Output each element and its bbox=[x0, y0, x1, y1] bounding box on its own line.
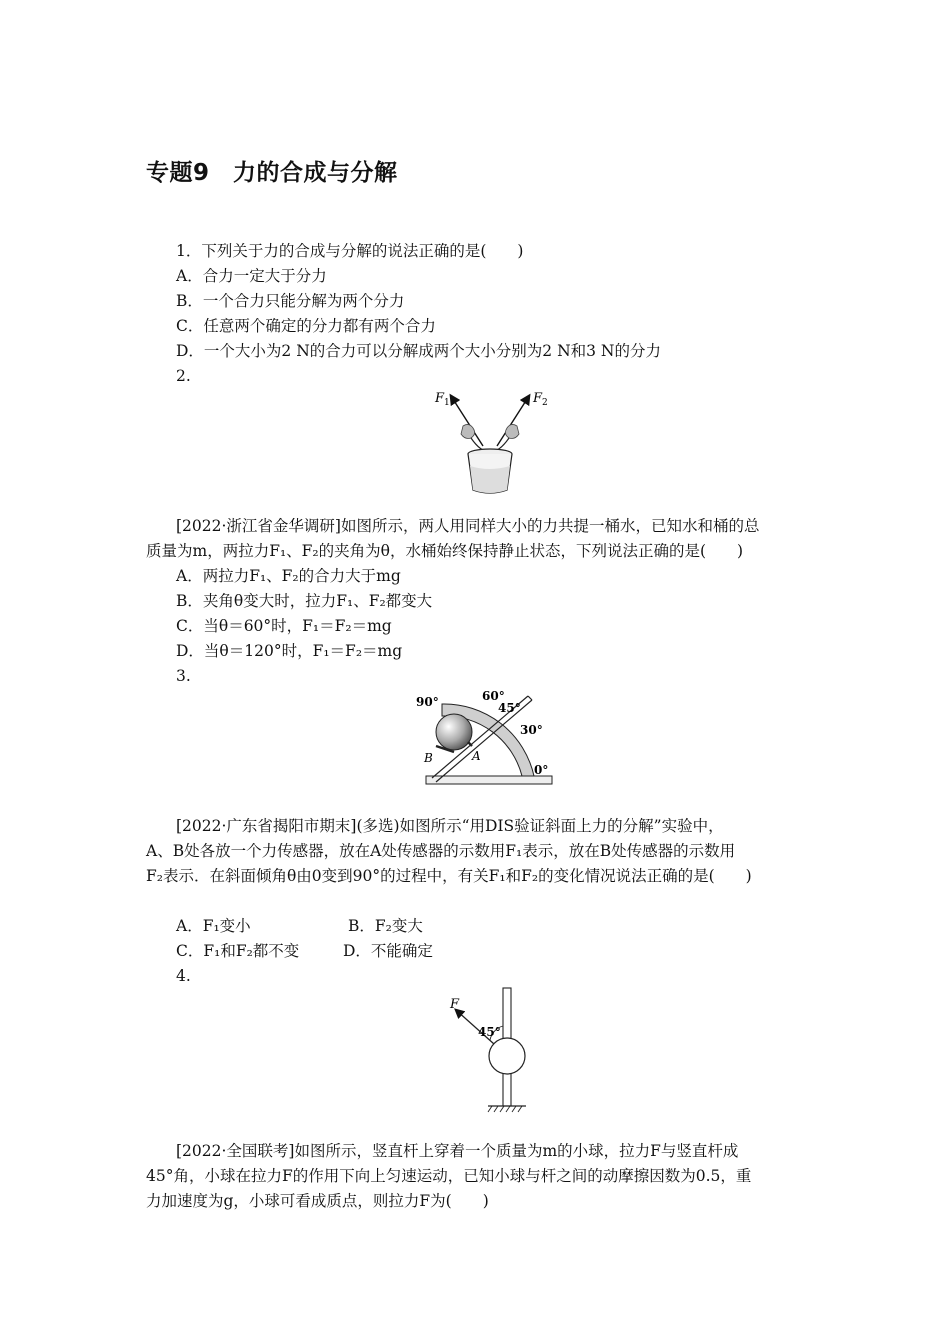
q3-stem-line-2: A、B处各放一个力传感器，放在A处传感器的示数用F₁表示，放在B处传感器的示数用 bbox=[146, 842, 736, 860]
q1-option-a: A．合力一定大于分力 bbox=[176, 267, 327, 285]
q2-option-c: C．当θ＝60°时，F₁＝F₂＝mg bbox=[176, 617, 392, 635]
q3-option-c: C．F₁和F₂都不变 bbox=[176, 942, 300, 960]
angle-0-label: 0° bbox=[534, 763, 549, 777]
rod-ball-figure bbox=[440, 984, 540, 1116]
q1-option-c: C．任意两个确定的分力都有两个合力 bbox=[176, 317, 436, 335]
angle-90-label: 90° bbox=[416, 695, 439, 709]
q4-number: 4. bbox=[176, 967, 191, 985]
ball bbox=[436, 714, 472, 750]
q3-option-a: A．F₁变小 bbox=[176, 917, 251, 935]
sensor-a bbox=[468, 742, 472, 746]
q1-option-b: B．一个合力只能分解为两个分力 bbox=[176, 292, 405, 310]
angle-30-label: 30° bbox=[520, 723, 543, 737]
q3-number: 3. bbox=[176, 667, 191, 685]
angle-45-label: 45° bbox=[498, 701, 521, 715]
q3-option-b: B．F₂变大 bbox=[348, 917, 423, 935]
incline-figure bbox=[414, 686, 554, 792]
q2-option-d: D．当θ＝120°时，F₁＝F₂＝mg bbox=[176, 642, 403, 660]
q4-stem-line-1: [2022·全国联考]如图所示，竖直杆上穿着一个质量为m的小球，拉力F与竖直杆成 bbox=[176, 1142, 739, 1160]
left-hand bbox=[461, 424, 475, 438]
bucket-figure bbox=[425, 386, 555, 498]
f1-label: $F_1$ bbox=[435, 391, 450, 408]
q4-stem-line-2: 45°角，小球在拉力F的作用下向上匀速运动，已知小球与杆之间的动摩擦因数为0.5，重 bbox=[146, 1167, 752, 1185]
q2-stem-line-2: 质量为m，两拉力F₁、F₂的夹角为θ，水桶始终保持静止状态，下列说法正确的是( ) bbox=[146, 542, 744, 560]
angle-60-label: 60° bbox=[482, 689, 505, 703]
ball bbox=[489, 1038, 525, 1074]
page-title: 专题9 力的合成与分解 bbox=[146, 160, 398, 186]
q2-number: 2. bbox=[176, 367, 191, 385]
base-plate bbox=[426, 776, 552, 784]
q2-option-a: A．两拉力F₁、F₂的合力大于mg bbox=[176, 567, 401, 585]
q1-stem: 1．下列关于力的合成与分解的说法正确的是( ) bbox=[176, 242, 524, 260]
right-hand bbox=[505, 424, 519, 438]
force-f-label: F bbox=[450, 997, 460, 1012]
point-a-label: A bbox=[472, 749, 481, 763]
point-b-label: B bbox=[424, 751, 433, 765]
q2-stem-line-1: [2022·浙江省金华调研]如图所示，两人用同样大小的力共提一桶水，已知水和桶的总 bbox=[176, 517, 760, 535]
q3-option-d: D．不能确定 bbox=[343, 942, 433, 960]
f2-label: $F_2$ bbox=[533, 391, 548, 408]
q3-stem-line-3: F₂表示．在斜面倾角θ由0变到90°的过程中，有关F₁和F₂的变化情况说法正确的是( ) bbox=[146, 867, 752, 885]
q2-option-b: B．夹角θ变大时，拉力F₁、F₂都变大 bbox=[176, 592, 433, 610]
q1-option-d: D．一个大小为2 N的合力可以分解成两个大小分别为2 N和3 N的分力 bbox=[176, 342, 661, 360]
q4-stem-line-3: 力加速度为g，小球可看成质点，则拉力F为( ) bbox=[146, 1192, 489, 1210]
water bbox=[470, 466, 510, 493]
angle-45-label: 45° bbox=[478, 1025, 501, 1039]
q3-stem-line-1: [2022·广东省揭阳市期末](多选)如图所示“用DIS验证斜面上力的分解”实验中， bbox=[176, 817, 724, 835]
